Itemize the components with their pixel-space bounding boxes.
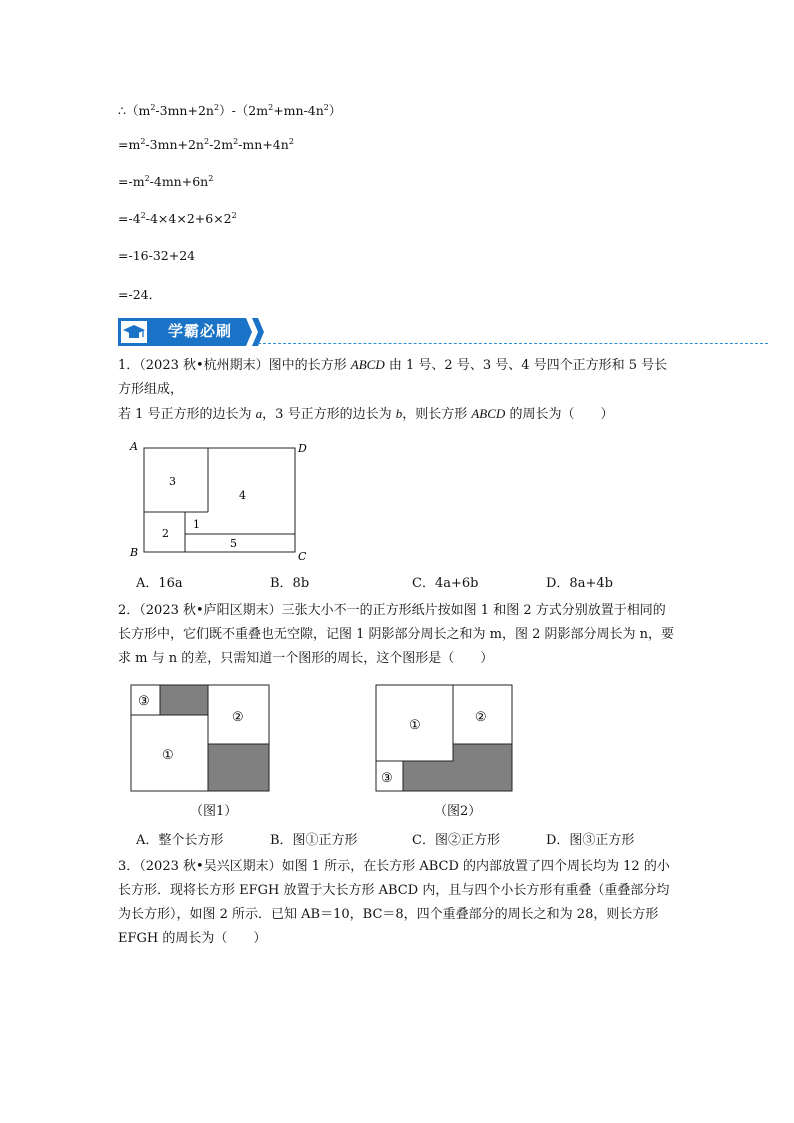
q2-option-a: A．整个长方形	[136, 833, 224, 848]
solution-line-4: $=-4^2-4\times 4\times 2+6\times 2^2$	[118, 211, 237, 227]
section-divider	[258, 343, 768, 344]
fig-label-4: 4	[239, 489, 246, 502]
q3-text: 3．（2023 秋•吴兴区期末）如图 1 所示，在长方形 ABCD 的内部放置了四个周长均为 12 的小长方形．现将长方形 EFGH 放置于大长方形 ABCD 内，且与四个小长方形有重叠（重叠部分均为长方形），如图 2 所示．已知 AB＝10，BC＝8，四个重叠部分的周长之和为 28，则长方形 EFGH 的周长为（ ）	[118, 859, 670, 946]
fig-label-3: 3	[169, 475, 176, 488]
vertex-b: B	[130, 546, 139, 559]
circle-3: ③	[381, 771, 393, 786]
solution-line-6: =-24．	[118, 287, 162, 302]
q1-figure	[126, 438, 316, 564]
circle-3: ③	[138, 694, 150, 709]
solution-line-2: $=m^2-3mn+2n^2-2m^2-mn+4n^2$	[118, 137, 294, 153]
vertex-c: C	[298, 550, 307, 563]
q2-option-c: C．图②正方形	[412, 833, 500, 848]
solution-line-1: $\therefore(m^2-3mn+2n^2)-(2m^2+mn-4n^2)$	[118, 102, 342, 118]
fig-label-5: 5	[230, 537, 237, 550]
q2-figure-1	[130, 684, 272, 794]
fig-label-1: 1	[193, 518, 200, 531]
circle-1: ①	[409, 718, 421, 733]
solution-line-5: =-16-32+24	[118, 248, 196, 263]
fig2-caption: （图2）	[434, 804, 482, 819]
q2-figure-2	[375, 684, 517, 794]
q2-text: 2．（2023 秋•庐阳区期末）三张大小不一的正方形纸片按如图 1 和图 2 方式分别放置于相同的长方形中，它们既不重叠也无空隙，记图 1 阴影部分周长之和为 m，图 2 阴影部分周长为 n，要求 m 与 n 的差，只需知道一个图形的周长，这个图形是（ ）	[118, 603, 675, 666]
section-title: 学霸必刷	[168, 322, 233, 340]
vertex-d: D	[298, 442, 307, 455]
q1-option-d: D．8a+4b	[546, 576, 613, 591]
circle-2: ②	[475, 710, 487, 725]
q2-option-d: D．图③正方形	[546, 833, 635, 848]
solution-line-3: $=-m^2-4mn+6n^2$	[118, 174, 214, 190]
fig1-caption: （图1）	[190, 804, 238, 819]
fig-label-2: 2	[162, 527, 169, 540]
q1-text: 1．（2023 秋•杭州期末）图中的长方形 ABCD 由 1 号、2 号、3 号、4 号四个正方形和 5 号长方形组成， 若 1 号正方形的边长为 a，3 号正方形的边长为 b，则长方形 ABCD 的周长为（ ）	[118, 357, 668, 422]
vertex-a: A	[130, 440, 138, 453]
circle-1: ①	[162, 748, 174, 763]
circle-2: ②	[232, 710, 244, 725]
q1-option-b: B．8b	[270, 576, 310, 591]
q1-option-a: A．16a	[136, 576, 183, 591]
q1-option-c: C．4a+6b	[412, 576, 479, 591]
q2-option-b: B．图①正方形	[270, 833, 358, 848]
